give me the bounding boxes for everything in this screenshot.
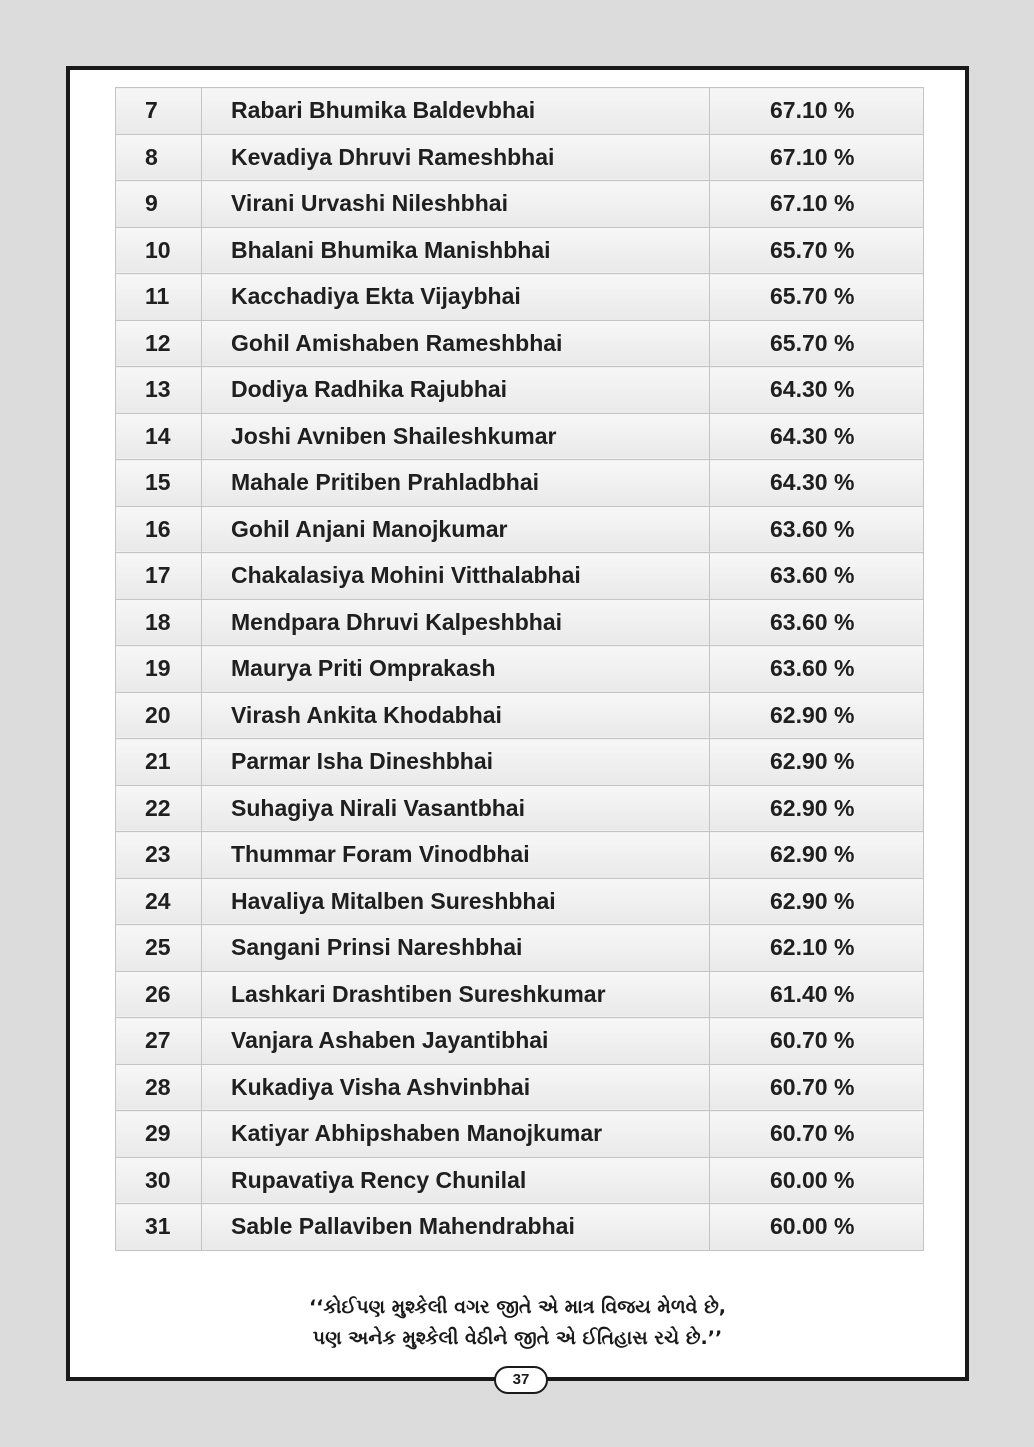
table-row: [116, 832, 924, 879]
percentage-cell: 63.60 %: [710, 506, 924, 553]
table-row: [116, 1157, 924, 1204]
percentage-cell: 60.00 %: [710, 1204, 924, 1251]
serial-number-cell: 22: [116, 785, 202, 832]
percentage-cell: 62.90 %: [710, 878, 924, 925]
percentage-cell: 60.70 %: [710, 1018, 924, 1065]
percentage-cell: 67.10 %: [710, 181, 924, 228]
serial-number-cell: 23: [116, 832, 202, 879]
table-row: [116, 367, 924, 414]
student-name-cell: Joshi Avniben Shaileshkumar: [202, 413, 710, 460]
student-name-cell: Gohil Anjani Manojkumar: [202, 506, 710, 553]
results-table: [115, 87, 924, 1251]
percentage-cell: 62.90 %: [710, 739, 924, 786]
student-name-cell: Bhalani Bhumika Manishbhai: [202, 227, 710, 274]
percentage-cell: 65.70 %: [710, 320, 924, 367]
table-row: [116, 1018, 924, 1065]
table-row: [116, 599, 924, 646]
table-row: [116, 971, 924, 1018]
serial-number-cell: 10: [116, 227, 202, 274]
serial-number-cell: 26: [116, 971, 202, 1018]
serial-number-cell: 13: [116, 367, 202, 414]
serial-number-cell: 29: [116, 1111, 202, 1158]
student-name-cell: Havaliya Mitalben Sureshbhai: [202, 878, 710, 925]
table-row: [116, 227, 924, 274]
table-row: [116, 739, 924, 786]
serial-number-cell: 27: [116, 1018, 202, 1065]
document-page: [66, 66, 969, 1388]
student-name-cell: Vanjara Ashaben Jayantibhai: [202, 1018, 710, 1065]
table-row: [116, 88, 924, 135]
student-name-cell: Rabari Bhumika Baldevbhai: [202, 88, 710, 135]
table-row: [116, 413, 924, 460]
student-name-cell: Kevadiya Dhruvi Rameshbhai: [202, 134, 710, 181]
table-row: [116, 1064, 924, 1111]
table-row: [116, 692, 924, 739]
serial-number-cell: 17: [116, 553, 202, 600]
percentage-cell: 62.90 %: [710, 785, 924, 832]
student-name-cell: Gohil Amishaben Rameshbhai: [202, 320, 710, 367]
percentage-cell: 64.30 %: [710, 367, 924, 414]
student-name-cell: Thummar Foram Vinodbhai: [202, 832, 710, 879]
quote-line-2: પણ અનેક મુશ્કેલી વેઠીને જીતે એ ઈતિહાસ રચે છે.’’: [312, 1327, 723, 1349]
serial-number-cell: 9: [116, 181, 202, 228]
table-row: [116, 460, 924, 507]
table-row: [116, 646, 924, 693]
table-row: [116, 553, 924, 600]
serial-number-cell: 18: [116, 599, 202, 646]
serial-number-cell: 16: [116, 506, 202, 553]
student-name-cell: Mendpara Dhruvi Kalpeshbhai: [202, 599, 710, 646]
student-name-cell: Mahale Pritiben Prahladbhai: [202, 460, 710, 507]
student-name-cell: Chakalasiya Mohini Vitthalabhai: [202, 553, 710, 600]
percentage-cell: 64.30 %: [710, 413, 924, 460]
table-row: [116, 181, 924, 228]
serial-number-cell: 11: [116, 274, 202, 321]
table-row: [116, 506, 924, 553]
table-row: [116, 925, 924, 972]
student-name-cell: Lashkari Drashtiben Sureshkumar: [202, 971, 710, 1018]
table-row: [116, 134, 924, 181]
student-name-cell: Kukadiya Visha Ashvinbhai: [202, 1064, 710, 1111]
percentage-cell: 60.00 %: [710, 1157, 924, 1204]
table-row: [116, 785, 924, 832]
student-name-cell: Katiyar Abhipshaben Manojkumar: [202, 1111, 710, 1158]
serial-number-cell: 15: [116, 460, 202, 507]
percentage-cell: 65.70 %: [710, 227, 924, 274]
percentage-cell: 62.10 %: [710, 925, 924, 972]
student-name-cell: Rupavatiya Rency Chunilal: [202, 1157, 710, 1204]
serial-number-cell: 25: [116, 925, 202, 972]
table-row: [116, 1111, 924, 1158]
serial-number-cell: 24: [116, 878, 202, 925]
student-name-cell: Kacchadiya Ekta Vijaybhai: [202, 274, 710, 321]
serial-number-cell: 8: [116, 134, 202, 181]
percentage-cell: 62.90 %: [710, 832, 924, 879]
serial-number-cell: 21: [116, 739, 202, 786]
percentage-cell: 67.10 %: [710, 134, 924, 181]
student-name-cell: Dodiya Radhika Rajubhai: [202, 367, 710, 414]
serial-number-cell: 30: [116, 1157, 202, 1204]
student-name-cell: Virani Urvashi Nileshbhai: [202, 181, 710, 228]
table-row: [116, 1204, 924, 1251]
percentage-cell: 62.90 %: [710, 692, 924, 739]
student-name-cell: Virash Ankita Khodabhai: [202, 692, 710, 739]
percentage-cell: 64.30 %: [710, 460, 924, 507]
serial-number-cell: 31: [116, 1204, 202, 1251]
serial-number-cell: 28: [116, 1064, 202, 1111]
serial-number-cell: 7: [116, 88, 202, 135]
student-name-cell: Suhagiya Nirali Vasantbhai: [202, 785, 710, 832]
page-number: 37: [494, 1366, 548, 1394]
table-row: [116, 274, 924, 321]
serial-number-cell: 14: [116, 413, 202, 460]
serial-number-cell: 19: [116, 646, 202, 693]
results-table-body: [116, 88, 924, 1251]
student-name-cell: Parmar Isha Dineshbhai: [202, 739, 710, 786]
percentage-cell: 61.40 %: [710, 971, 924, 1018]
percentage-cell: 60.70 %: [710, 1064, 924, 1111]
student-name-cell: Sable Pallaviben Mahendrabhai: [202, 1204, 710, 1251]
student-name-cell: Sangani Prinsi Nareshbhai: [202, 925, 710, 972]
percentage-cell: 65.70 %: [710, 274, 924, 321]
percentage-cell: 63.60 %: [710, 599, 924, 646]
table-row: [116, 320, 924, 367]
table-row: [116, 878, 924, 925]
gujarati-quote: [70, 1292, 965, 1354]
percentage-cell: 63.60 %: [710, 553, 924, 600]
serial-number-cell: 20: [116, 692, 202, 739]
quote-line-1: ‘‘કોઈપણ મુશ્કેલી વગર જીતે એ માત્ર વિજય મેળવે છે,: [308, 1296, 727, 1318]
serial-number-cell: 12: [116, 320, 202, 367]
percentage-cell: 60.70 %: [710, 1111, 924, 1158]
percentage-cell: 63.60 %: [710, 646, 924, 693]
student-name-cell: Maurya Priti Omprakash: [202, 646, 710, 693]
percentage-cell: 67.10 %: [710, 88, 924, 135]
